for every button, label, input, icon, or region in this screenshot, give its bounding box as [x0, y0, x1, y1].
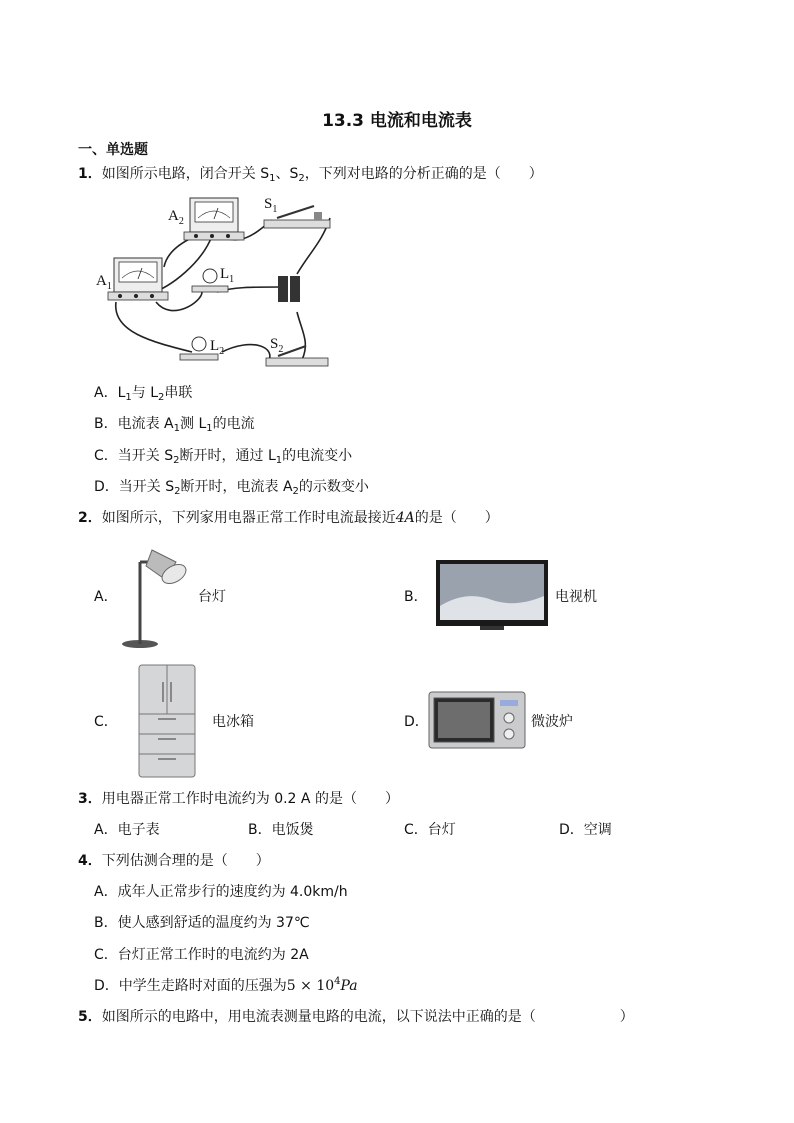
q4-option-b[interactable]: B．使人感到舒适的温度约为 37℃ [94, 915, 310, 931]
option-math: Pa [340, 978, 358, 994]
page-title: 13.3 电流和电流表 [322, 111, 472, 131]
svg-text:S1: $S_1$ [264, 196, 278, 215]
stem-text: 用电器正常工作时电流约为 0.2 A 的是（ ） [101, 791, 399, 807]
label-s2: S [270, 336, 279, 352]
option-text: A．L [94, 385, 126, 401]
subscript: 2 [158, 392, 165, 403]
stem-text: 、S [275, 166, 299, 182]
svg-text:L1: $L_1$ [220, 266, 235, 285]
q2-option-a-letter[interactable]: A． [94, 589, 118, 605]
subscript: 2 [292, 486, 299, 497]
q3-option-d[interactable]: D．空调 [559, 822, 612, 838]
question-number: 1． [78, 166, 102, 182]
option-text: D．当开关 S [94, 479, 175, 495]
section-heading: 一、单选题 [78, 142, 148, 158]
q2-option-c-label: 电冰箱 [212, 714, 254, 730]
option-text: 的电流变小 [282, 448, 353, 464]
q4-option-c[interactable]: C．台灯正常工作时的电流约为 2A [94, 947, 309, 963]
option-text: B．电流表 A [94, 416, 174, 432]
q2-option-d-letter[interactable]: D． [404, 714, 429, 730]
q1-option-b[interactable] [94, 414, 255, 434]
q2-option-a-label: 台灯 [198, 589, 226, 605]
q1-option-a[interactable] [94, 383, 192, 403]
question-number: 3． [78, 791, 102, 807]
q1-option-d[interactable] [94, 477, 369, 497]
ammeter-a2-icon [184, 198, 244, 240]
option-text: D．中学生走路时对面的压强为 [94, 978, 287, 994]
q2-option-c-letter[interactable]: C． [94, 714, 118, 730]
circuit-diagram [92, 192, 332, 374]
question-number: 5． [78, 1009, 102, 1025]
stem-text: 如图所示，下列家用电器正常工作时电流最接近 [101, 510, 396, 526]
subscript: 1 [269, 173, 276, 184]
option-text: 串联 [164, 385, 193, 401]
q3-option-a[interactable]: A．电子表 [94, 822, 160, 838]
stem-text: ，下列对电路的分析正确的是（ ） [304, 166, 543, 182]
q1-option-c[interactable] [94, 446, 352, 466]
desk-lamp-icon [118, 540, 192, 650]
subscript: 1 [125, 392, 132, 403]
svg-text:A1: $A_1$ [96, 273, 112, 292]
q3-option-b[interactable]: B．电饭煲 [248, 822, 314, 838]
option-text: 与 L [131, 385, 159, 401]
label-a2: A [168, 208, 179, 224]
subscript: 2 [298, 173, 305, 184]
stem-text: 的是（ ） [414, 510, 499, 526]
option-text: 断开时，通过 L [179, 448, 276, 464]
option-text: C．当开关 S [94, 448, 174, 464]
question-3-stem [78, 789, 399, 809]
subscript: 1 [173, 423, 181, 434]
option-text: 断开时，电流表 A [180, 479, 293, 495]
question-4-stem [78, 851, 270, 871]
question-2-stem [78, 508, 499, 528]
question-number: 4． [78, 853, 102, 869]
subscript: 1 [206, 423, 213, 434]
refrigerator-icon [138, 664, 196, 778]
question-1-stem [78, 164, 543, 184]
television-icon [436, 560, 548, 632]
q2-option-b-letter[interactable]: B． [404, 589, 428, 605]
q2-option-b-label: 电视机 [555, 589, 597, 605]
svg-text:A2: $A_2$ [168, 208, 184, 227]
option-math: 5 × 10 [286, 978, 335, 994]
stem-text: 如图所示的电路中，用电流表测量电路的电流，以下说法中正确的是（ ） [101, 1009, 634, 1025]
q3-option-c[interactable]: C．台灯 [404, 822, 456, 838]
superscript: 4 [334, 976, 341, 987]
option-text: 的电流 [212, 416, 255, 432]
svg-text:S2: $S_2$ [270, 336, 284, 355]
microwave-icon [428, 688, 526, 750]
svg-text:L2: $L_2$ [210, 338, 225, 357]
stem-math: 4A [395, 510, 415, 526]
label-l1: L [220, 266, 230, 282]
label-l2: L [210, 338, 220, 354]
subscript: 2 [173, 455, 180, 466]
option-text: 测 L [180, 416, 207, 432]
option-text: 的示数变小 [298, 479, 369, 495]
question-5-stem [78, 1007, 634, 1027]
ammeter-a1-icon [108, 258, 168, 300]
label-s1: S [264, 196, 273, 212]
q4-option-a[interactable]: A．成年人正常步行的速度约为 4.0km/h [94, 884, 348, 900]
battery-icon [278, 276, 300, 302]
stem-text: 下列估测合理的是（ ） [101, 853, 270, 869]
stem-text: 如图所示电路，闭合开关 S [101, 166, 270, 182]
question-number: 2． [78, 510, 102, 526]
label-a1: A [96, 273, 107, 289]
q2-option-d-label: 微波炉 [531, 714, 573, 730]
subscript: 1 [275, 455, 283, 466]
subscript: 2 [174, 486, 181, 497]
q4-option-d[interactable] [94, 976, 358, 996]
